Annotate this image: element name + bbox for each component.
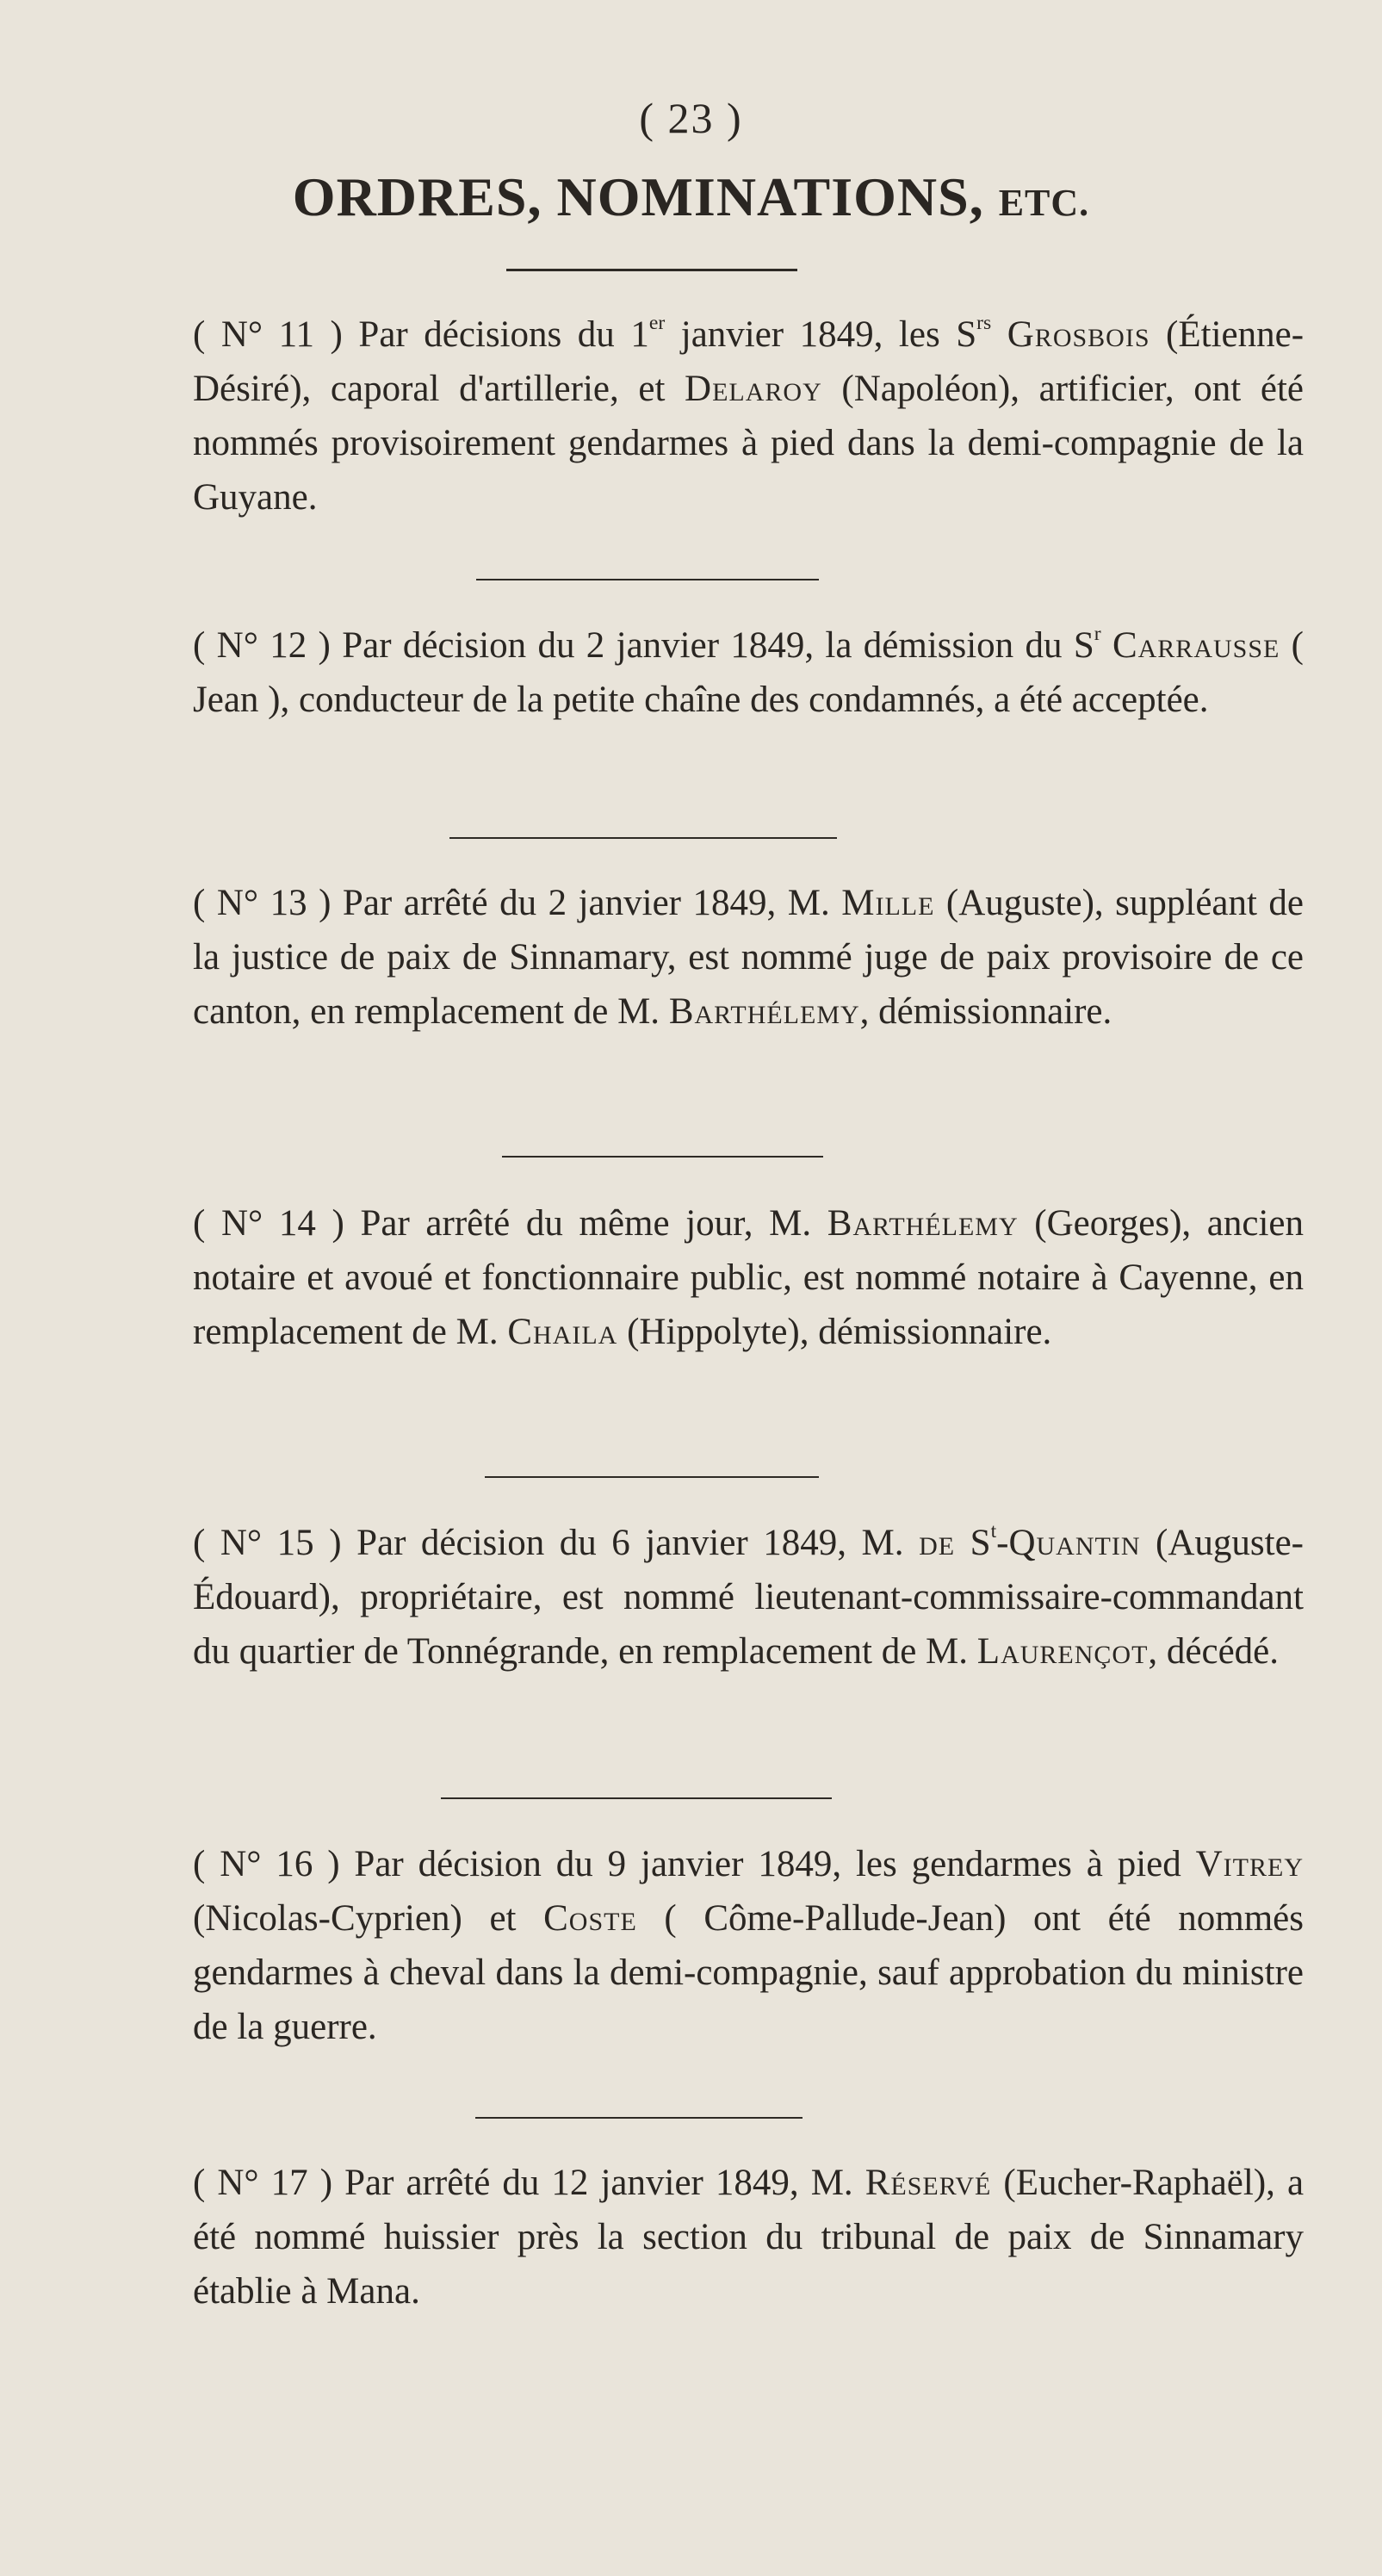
text-run: ( Jean ), conducteur de la petite chaîne des condamnés, a été acceptée.	[193, 625, 1304, 720]
person-name: de	[919, 1523, 956, 1563]
person-name: Carrausse	[1112, 625, 1280, 666]
entry-number: ( N° 11 )	[193, 314, 343, 355]
text-run: Par décisions du	[358, 314, 631, 355]
entry-divider	[441, 1797, 832, 1799]
entry-number: ( N° 12 )	[193, 625, 331, 666]
entry-number: ( N° 16 )	[193, 1844, 340, 1884]
text-run: (Auguste), suppléant de la justice de paix de Sinnamary, est nommé juge de paix provisoire de ce canton, en remplacement de M.	[193, 883, 1305, 1032]
person-name: Vitrey	[1195, 1844, 1304, 1884]
entry-divider	[502, 1156, 823, 1158]
text-run: Par arrêté du 12 janvier 1849, M.	[344, 2163, 865, 2203]
superscript-abbrev: r	[1094, 622, 1101, 645]
section-title	[0, 165, 1382, 229]
person-name: Coste	[543, 1898, 637, 1939]
person-name: Mille	[841, 883, 935, 923]
text-run: Par décision du 9 janvier 1849, les gendarmes à pied	[354, 1844, 1196, 1884]
entry-text	[193, 1837, 1304, 2054]
person-name: Réservé	[865, 2163, 992, 2203]
entry-11	[193, 307, 1304, 525]
text-run: Par décision du 2 janvier 1849, la démission du S	[342, 625, 1094, 666]
text-run: (Nicolas-Cyprien) et	[193, 1898, 544, 1939]
person-name: Laurençot	[976, 1631, 1149, 1672]
person-name: Grosbois	[1007, 314, 1150, 355]
entry-text	[193, 1516, 1304, 1679]
superscript-abbrev: er	[648, 311, 666, 334]
entry-14	[193, 1196, 1304, 1359]
entry-number: ( N° 15 )	[193, 1523, 342, 1563]
text-run: janvier 1849, les S	[665, 314, 977, 355]
text-run: (Auguste-Édouard), propriétaire, est nommé lieutenant-commissaire-commandant du quartier de Tonnégrande, en remplacement de M.	[193, 1523, 1304, 1672]
person-name: Barthélemy	[827, 1203, 1019, 1244]
entry-13	[193, 876, 1304, 1039]
entry-16	[193, 1837, 1304, 2054]
text-run: (Hippolyte), démissionnaire.	[617, 1312, 1052, 1352]
text-run: Par décision du 6 janvier 1849, M.	[356, 1523, 920, 1563]
section-title-text: ORDRES, NOMINATIONS,	[292, 166, 984, 227]
entry-divider	[476, 579, 819, 580]
entry-15	[193, 1516, 1304, 1679]
text-run: , démissionnaire.	[859, 991, 1112, 1032]
page-number: ( 23 )	[639, 94, 743, 142]
entry-divider	[449, 837, 837, 839]
text-run: Par arrêté du même jour, M.	[360, 1203, 827, 1244]
text-run: (Étienne-Désiré), caporal d'artillerie, et	[193, 314, 1305, 409]
text-run: , décédé.	[1148, 1631, 1279, 1672]
section-title-etc: ETC.	[998, 182, 1090, 224]
superscript-abbrev: t	[990, 1519, 997, 1542]
entry-number: ( N° 14 )	[193, 1203, 344, 1244]
text-run: -	[996, 1523, 1009, 1563]
text-run	[1101, 625, 1112, 666]
entry-divider	[485, 1476, 819, 1478]
text-run: Par arrêté du 2 janvier 1849, M.	[342, 883, 842, 923]
person-name: Quantin	[1008, 1523, 1141, 1563]
text-run: (Eucher-Raphaël), a été nommé huissier près la section du tribunal de paix de Sinnamary établie à Mana.	[193, 2163, 1305, 2312]
entry-number: ( N° 13 )	[193, 883, 332, 923]
text-run: 1	[630, 314, 649, 355]
person-name: Delaroy	[685, 369, 822, 409]
entry-text	[193, 876, 1304, 1039]
person-name: Barthélemy	[668, 991, 860, 1032]
entry-text	[193, 2156, 1304, 2318]
entry-text	[193, 618, 1304, 727]
superscript-abbrev: rs	[976, 311, 992, 334]
person-name: Chaila	[507, 1312, 618, 1352]
entry-text	[193, 307, 1304, 525]
entry-number: ( N° 17 )	[193, 2163, 333, 2203]
text-run: ( Côme-Pallude-Jean) ont été nommés gendarmes à cheval dans la demi-compagnie, sauf approbation du ministre de la guerre.	[193, 1898, 1305, 2047]
text-run: (Napoléon), artificier, ont été nommés provisoirement gendarmes à pied dans la demi-compagnie de la Guyane.	[193, 369, 1304, 518]
entry-12	[193, 618, 1304, 727]
text-run: (Georges), ancien notaire et avoué et fonctionnaire public, est nommé notaire à Cayenne, en remplacement de M.	[193, 1203, 1305, 1352]
entry-text	[193, 1196, 1304, 1359]
title-divider	[506, 269, 797, 271]
text-run: S	[955, 1523, 991, 1563]
text-run	[991, 314, 1007, 355]
entry-divider	[475, 2117, 803, 2119]
entry-17	[193, 2156, 1304, 2318]
